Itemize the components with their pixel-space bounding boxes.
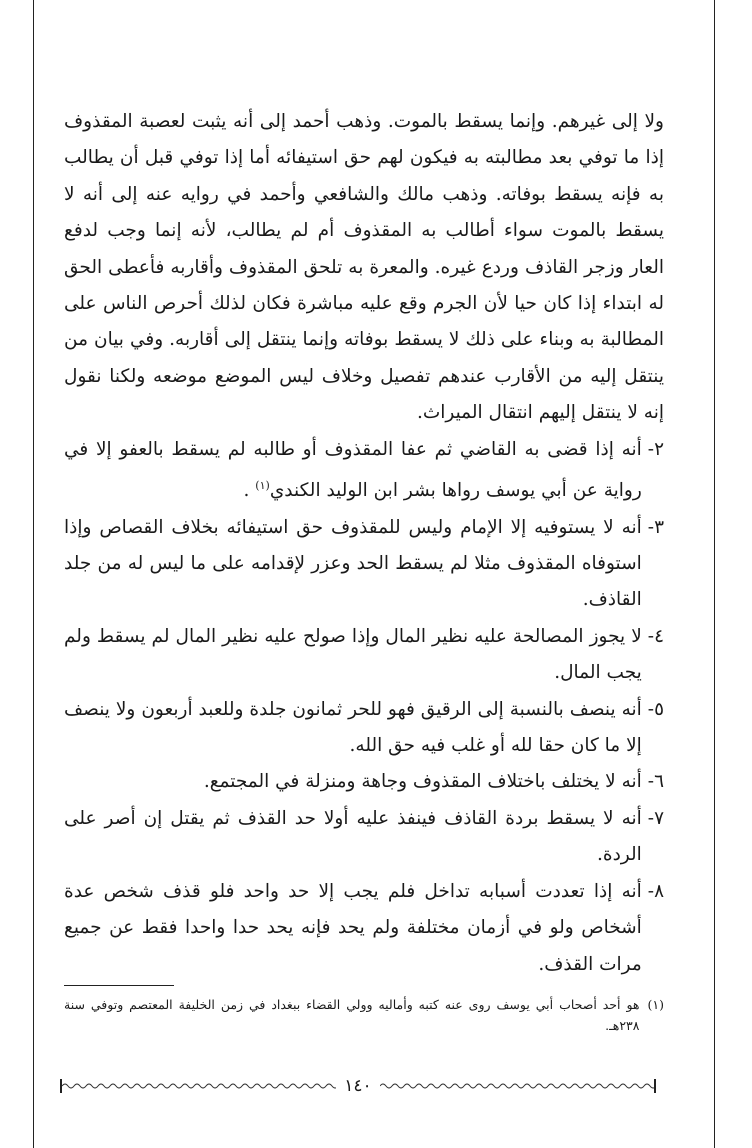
- list-item-6: [64, 764, 664, 800]
- list-item-marker: ٢-: [647, 438, 664, 460]
- page-number: ١٤٠: [344, 1076, 372, 1096]
- list-item-4: [64, 619, 664, 692]
- list-item-text: أنه إذا تعددت أسبابه تداخل فلم يجب إلا حد واحد فلو قذف شخص عدة أشخاص ولو في أزمان مختلفة ولم يحد فإنه يحد حدا واحدا فقط عن جميع مرات القذف.: [64, 880, 642, 975]
- list-item-marker: ٤-: [647, 625, 664, 647]
- list-item-tail: .: [243, 480, 256, 502]
- opening-paragraph: ولا إلى غيرهم. وإنما يسقط بالموت. وذهب أحمد إلى أنه يثبت لعصبة المقذوف إذا ما توفي بعد مطالبته به فيكون لهم حق استيفائه أما إذا توفي قبل أن يطالب به فإنه يسقط بوفاته. وذهب مالك والشافعي وأحمد في روايه عنه إلى أنه لا يسقط بالموت سواء أطالب به المقذوف أم لم يطالب، لأنه إنما وجب لدفع العار وزجر القاذف وردع غيره. والمعرة به تلحق المقذوف وأقاربه فأعطى الحق له ابتداء إذا كان حيا لأن الجرم وقع عليه مباشرة فكان لذلك أحرص الناس على المطالبة به وبناء على ذلك لا يسقط بوفاته وإنما ينتقل إلى أقاربه. وفي بيان من ينتقل إليه من الأقارب عندهم تفصيل وخلاف ليس الموضع موضعه ولكنا نقول إنه لا ينتقل إليهم انتقال الميراث.: [64, 111, 664, 424]
- list-item-8: [64, 874, 664, 983]
- footnote-separator: [64, 985, 174, 986]
- list-item-text: لا يجوز المصالحة عليه نظير المال وإذا صولح عليه نظير المال لم يسقط ولم يجب المال.: [64, 625, 642, 684]
- list-item-7: [64, 801, 664, 874]
- footer-wave-right: [380, 1081, 654, 1091]
- list-item-marker: ٣-: [647, 516, 664, 538]
- footnote-text: هو أحد أصحاب أبي يوسف روى عنه كتبه وأماليه وولي القضاء ببغداد في زمن الخليفة المعتصم وتوفي سنة ٢٣٨هـ.: [64, 997, 640, 1033]
- page-footer: [60, 1072, 656, 1100]
- list-item-text: أنه لا يسقط بردة القاذف فينفذ عليه أولا حد القذف ثم يقتل إن أصر على الردة.: [64, 807, 642, 866]
- list-item-marker: ٨-: [647, 880, 664, 902]
- list-item-body: أنه إذا قضى به القاضي ثم عفا المقذوف أو طالبه لم يسقط بالعفو إلا في رواية عن أبي يوسف رواها بشر ابن الوليد الكندي: [64, 438, 642, 502]
- list-item-marker: ٥-: [647, 698, 664, 720]
- list-item-2: [64, 432, 664, 510]
- list-item-3: [64, 510, 664, 619]
- list-item-5: [64, 692, 664, 765]
- footnote-number: (١): [647, 997, 664, 1012]
- list-item-marker: ٧-: [647, 807, 664, 829]
- page-body: [64, 104, 664, 983]
- list-item-text: أنه لا يختلف باختلاف المقذوف وجاهة ومنزلة في المجتمع.: [203, 771, 642, 793]
- page-border-left: [33, 0, 34, 1148]
- list-item-text: أنه لا يستوفيه إلا الإمام وليس للمقذوف حق استيفائه بخلاف القصاص وإذا استوفاه المقذوف مثلا لم يسقط الحد وعزر لإقدامه على ما ليس له من جلد القاذف.: [64, 516, 642, 611]
- footer-tick-right: [654, 1079, 656, 1093]
- page-border-right: [714, 0, 715, 1148]
- footer-wave-left: [62, 1081, 336, 1091]
- footnote-reference: (١): [255, 479, 270, 493]
- list-item-marker: ٦-: [647, 771, 664, 793]
- list-item-text: [64, 432, 642, 510]
- list-item-text: أنه ينصف بالنسبة إلى الرقيق فهو للحر ثمانون جلدة وللعبد أربعون ولا ينصف إلا ما كان حقا لله أو غلب فيه حق الله.: [64, 698, 642, 757]
- footnote: [64, 994, 664, 1036]
